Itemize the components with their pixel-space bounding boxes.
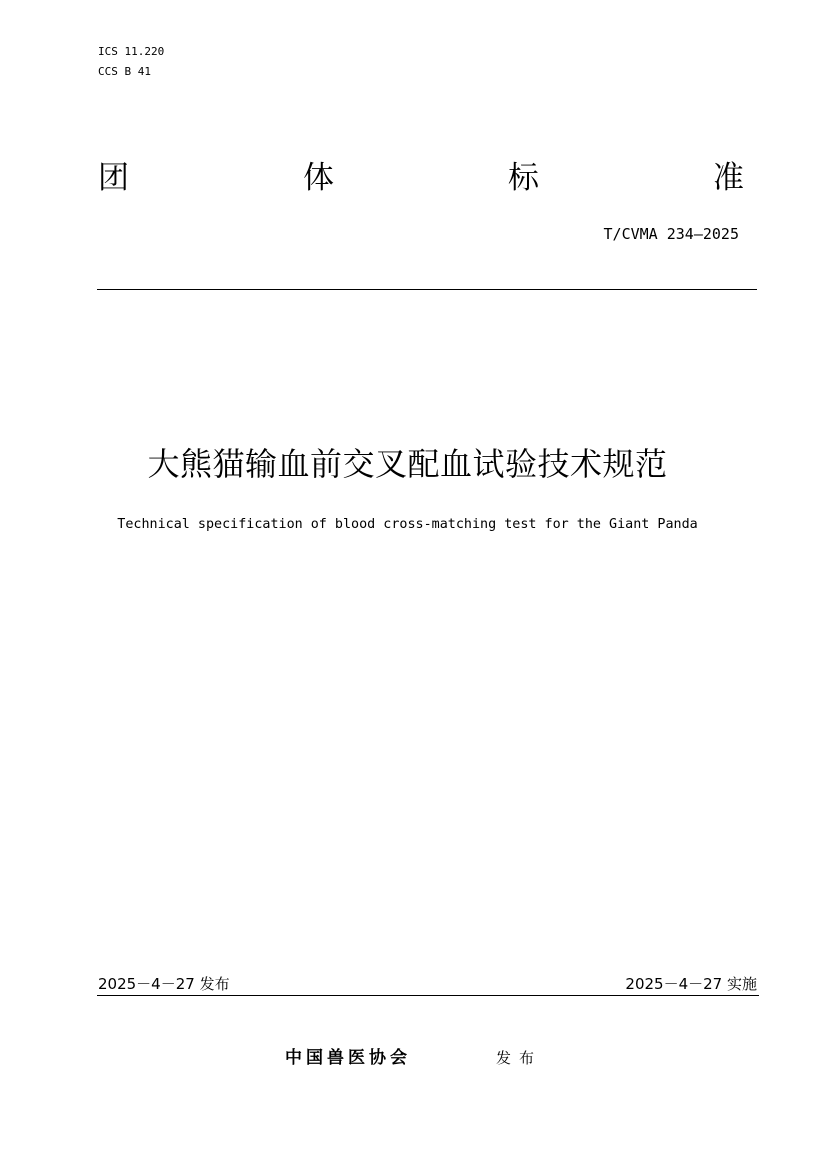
bottom-divider bbox=[97, 995, 759, 996]
publish-date: 2025－4－27 发布 bbox=[98, 975, 230, 993]
top-divider bbox=[97, 289, 757, 290]
standard-type-char: 团 bbox=[98, 160, 129, 196]
implementation-date: 2025－4－27 实施 bbox=[625, 975, 757, 993]
ics-code: ICS 11.220 bbox=[98, 45, 165, 58]
standard-type-char: 标 bbox=[508, 160, 539, 196]
issuing-organization: 中国兽医协会 bbox=[285, 1048, 411, 1068]
standard-number: T/CVMA 234—2025 bbox=[603, 225, 739, 243]
standard-type-heading bbox=[98, 158, 744, 198]
classification-codes bbox=[98, 42, 164, 82]
document-title-english: Technical specification of blood cross-matching test for the Giant Panda bbox=[117, 517, 698, 532]
standard-type-char: 体 bbox=[303, 160, 334, 196]
standard-type-char: 准 bbox=[713, 160, 744, 196]
issued-label: 发布 bbox=[496, 1049, 543, 1067]
document-title-chinese: 大熊猫输血前交叉配血试验技术规范 bbox=[147, 445, 668, 483]
ccs-code: CCS B 41 bbox=[98, 65, 151, 78]
